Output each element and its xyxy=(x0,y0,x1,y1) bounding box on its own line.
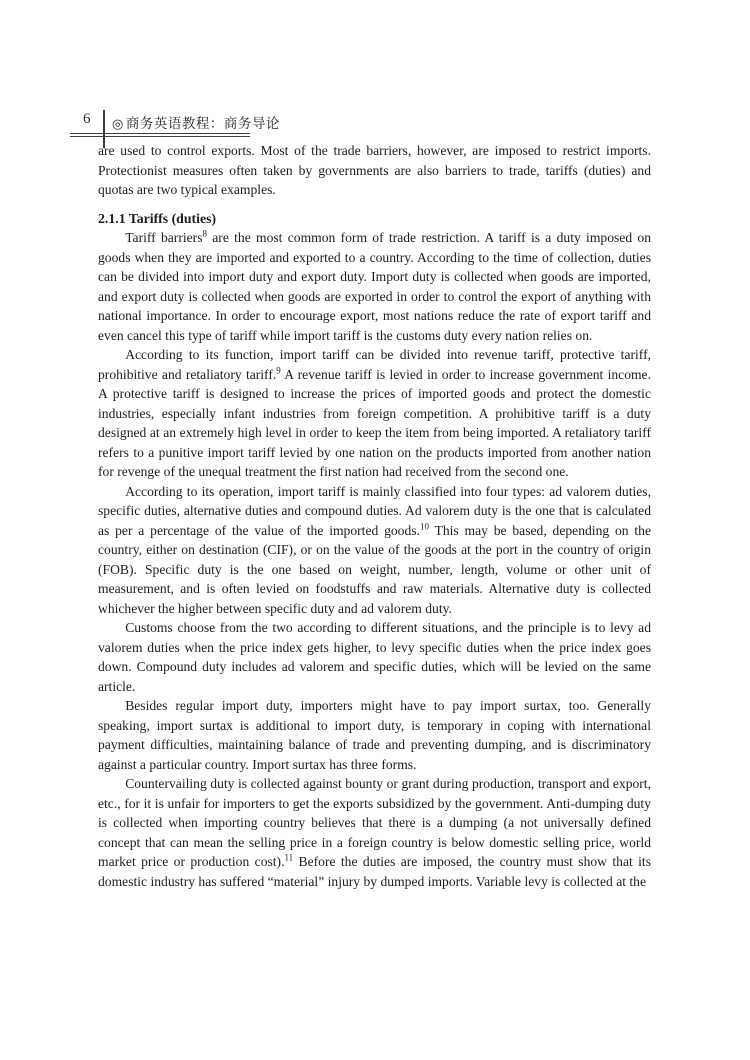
paragraph: According to its operation, import tariff is mainly classified into four types: ad valorem duties, specific duties, alternative duties and compound duties. Ad valorem duty is the one that is calculated as per a percentage of the value of the imported goods.$^{10}$ This may be based, depending on the country, either on destination (CIF), or on the value of the goods at the port in the country of origin (FOB). Specific duty is the one based on weight, number, length, volume or other unit of measurement, and is often levied on foodstuffs and raw materials. Alternative duty is collected whichever the higher between specific duty and ad valorem duty. xyxy=(98,483,651,616)
book-title: 商务英语教程：商务导论 xyxy=(125,116,280,131)
paragraph: are used to control exports. Most of the trade barriers, however, are imposed to restrict imports. Protectionist measures often taken by governments are also barriers to trade, tariffs (duties) and quotas are two typical examples. xyxy=(98,143,651,197)
paragraph: Countervailing duty is collected against bounty or grant during production, transport and export, etc., for it is unfair for importers to get the exports subsidized by the government. Anti-dumping duty is collected when importing country believes that there is a dumping (a not universally defined concept that can mean the selling price in a foreign country is below domestic selling price, world market price or production cost).$^{11}$ Before the duties are imposed, the country must show that its domestic industry has suffered “material” injury by dumped imports. Variable levy is collected at the xyxy=(98,776,651,889)
footnote-ref: 10 xyxy=(419,520,429,531)
header-rule xyxy=(70,133,250,137)
footnote-ref: 9 xyxy=(276,364,281,375)
paragraph: Tariff barriers$^8$ are the most common form of trade restriction. A tariff is a duty imposed on goods when they are imported and exported to a country. According to the time of collection, duties can be divided into import duty and export duty. Import duty is collected when goods are imported, and export duty is collected when goods are exported in order to control the export of anything with national importance. In order to encourage export, most nations reduce the rate of export tariff and even cancel this type of tariff while import tariff is the customs duty every nation relies on. xyxy=(98,228,651,343)
running-title xyxy=(112,112,280,132)
footnote-ref: 11 xyxy=(284,852,294,863)
circle-marker-icon: ◎ xyxy=(112,116,124,131)
page-number: 6 xyxy=(83,111,91,127)
footnote-ref: 8 xyxy=(202,228,207,239)
section-heading: 2.1.1 Tariffs (duties) xyxy=(98,210,217,226)
paragraph: Besides regular import duty, importers might have to pay import surtax, too. Generally speaking, import surtax is additional to import duty, is temporary in coping with international payment difficulties, maintaining balance of trade and preventing dumping, and is discriminatory against a particular country. Import surtax has three forms. xyxy=(98,698,651,772)
paragraph: According to its function, import tariff can be divided into revenue tariff, protective tariff, prohibitive and retaliatory tariff.$^9$ A revenue tariff is levied in order to increase government income. A protective tariff is designed to increase the prices of imported goods and protect the domestic industries, especially infant industries from foreign competition. A prohibitive tariff is a duty designed at an extremely high level in order to keep the item from being imported. A retaliatory tariff refers to a punitive import tariff levied by one nation on the products imported from another nation for revenge of the unequal treatment the first nation had received from the second one. xyxy=(98,347,651,479)
body-text xyxy=(98,141,651,891)
paragraph: Customs choose from the two according to different situations, and the principle is to levy ad valorem duties when the price index gets higher, to levy specific duties when the price index goes down. Compound duty includes ad valorem and specific duties, which will be levied on the same article. xyxy=(98,620,651,694)
